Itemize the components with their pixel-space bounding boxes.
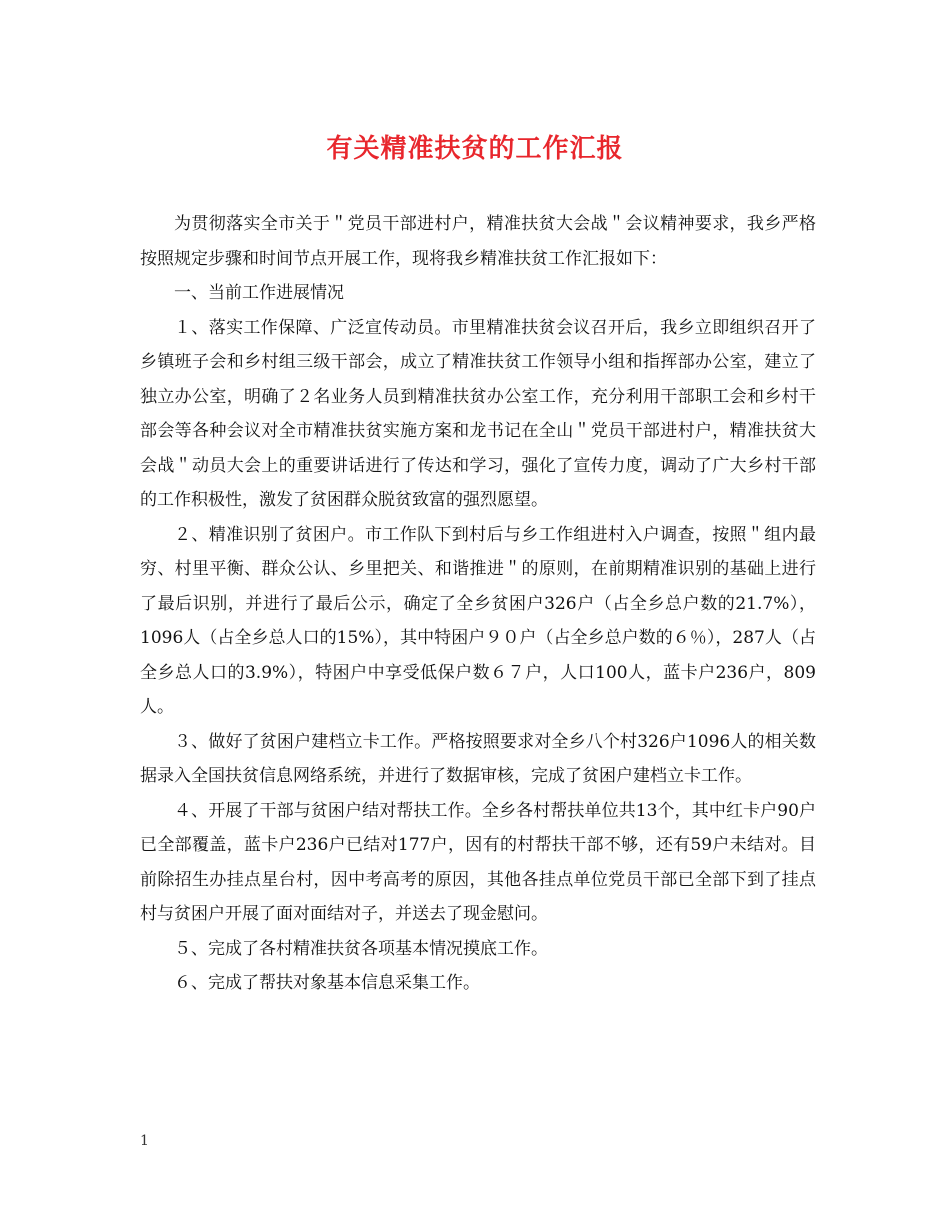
document-body [140, 207, 816, 1001]
paragraph-item-5: ５、完成了各村精准扶贫各项基本情况摸底工作。 [174, 938, 548, 959]
page-number: 1 [140, 1133, 149, 1149]
document-title: 有关精准扶贫的工作汇报 [326, 134, 624, 164]
section-heading: 一、当前工作进展情况 [174, 283, 344, 303]
paragraph-item-4: ４、开展了干部与贫困户结对帮扶工作。全乡各村帮扶单位共13个，其中红卡户90户已全部覆盖，蓝卡户236户已结对177户，因有的村帮扶干部不够，还有59户未结对。目前除招生办挂点星台村，因中考高考的原因，其他各挂点单位党员干部已全部下到了挂点村与贫困户开展了面对面结对子，并送去了现金慰问。 [140, 800, 816, 924]
paragraph-item-3: ３、做好了贫困户建档立卡工作。严格按照要求对全乡八个村326户1096人的相关数据录入全国扶贫信息网络系统，并进行了数据审核，完成了贫困户建档立卡工作。 [140, 731, 816, 786]
paragraph-item-1: １、落实工作保障、广泛宣传动员。市里精准扶贫会议召开后，我乡立即组织召开了乡镇班子会和乡村组三级干部会，成立了精准扶贫工作领导小组和指挥部办公室，建立了独立办公室，明确了２名业务人员到精准扶贫办公室工作，充分利用干部职工会和乡村干部会等各种会议对全市精准扶贫实施方案和龙书记在全山＂党员干部进村户，精准扶贫大会战＂动员大会上的重要讲话进行了传达和学习，强化了宣传力度，调动了广大乡村干部的工作积极性，激发了贫困群众脱贫致富的强烈愿望。 [140, 317, 816, 510]
paragraph-item-2: ２、精准识别了贫困户。市工作队下到村后与乡工作组进村入户调查，按照＂组内最穷、村里平衡、群众公认、乡里把关、和谐推进＂的原则，在前期精准识别的基础上进行了最后识别，并进行了最后公示，确定了全乡贫困户326户（占全乡总户数的21.7%），1096人（占全乡总人口的15%），其中特困户９０户（占全乡总户数的６％），287人（占全乡总人口的3.9%），特困户中享受低保户数６７户，人口100人，蓝卡户236户，809人。 [140, 524, 816, 717]
paragraph-item-6: ６、完成了帮扶对象基本信息采集工作。 [174, 973, 480, 993]
intro-paragraph: 为贯彻落实全市关于＂党员干部进村户，精准扶贫大会战＂会议精神要求，我乡严格按照规定步骤和时间节点开展工作，现将我乡精准扶贫工作汇报如下： [140, 214, 816, 269]
